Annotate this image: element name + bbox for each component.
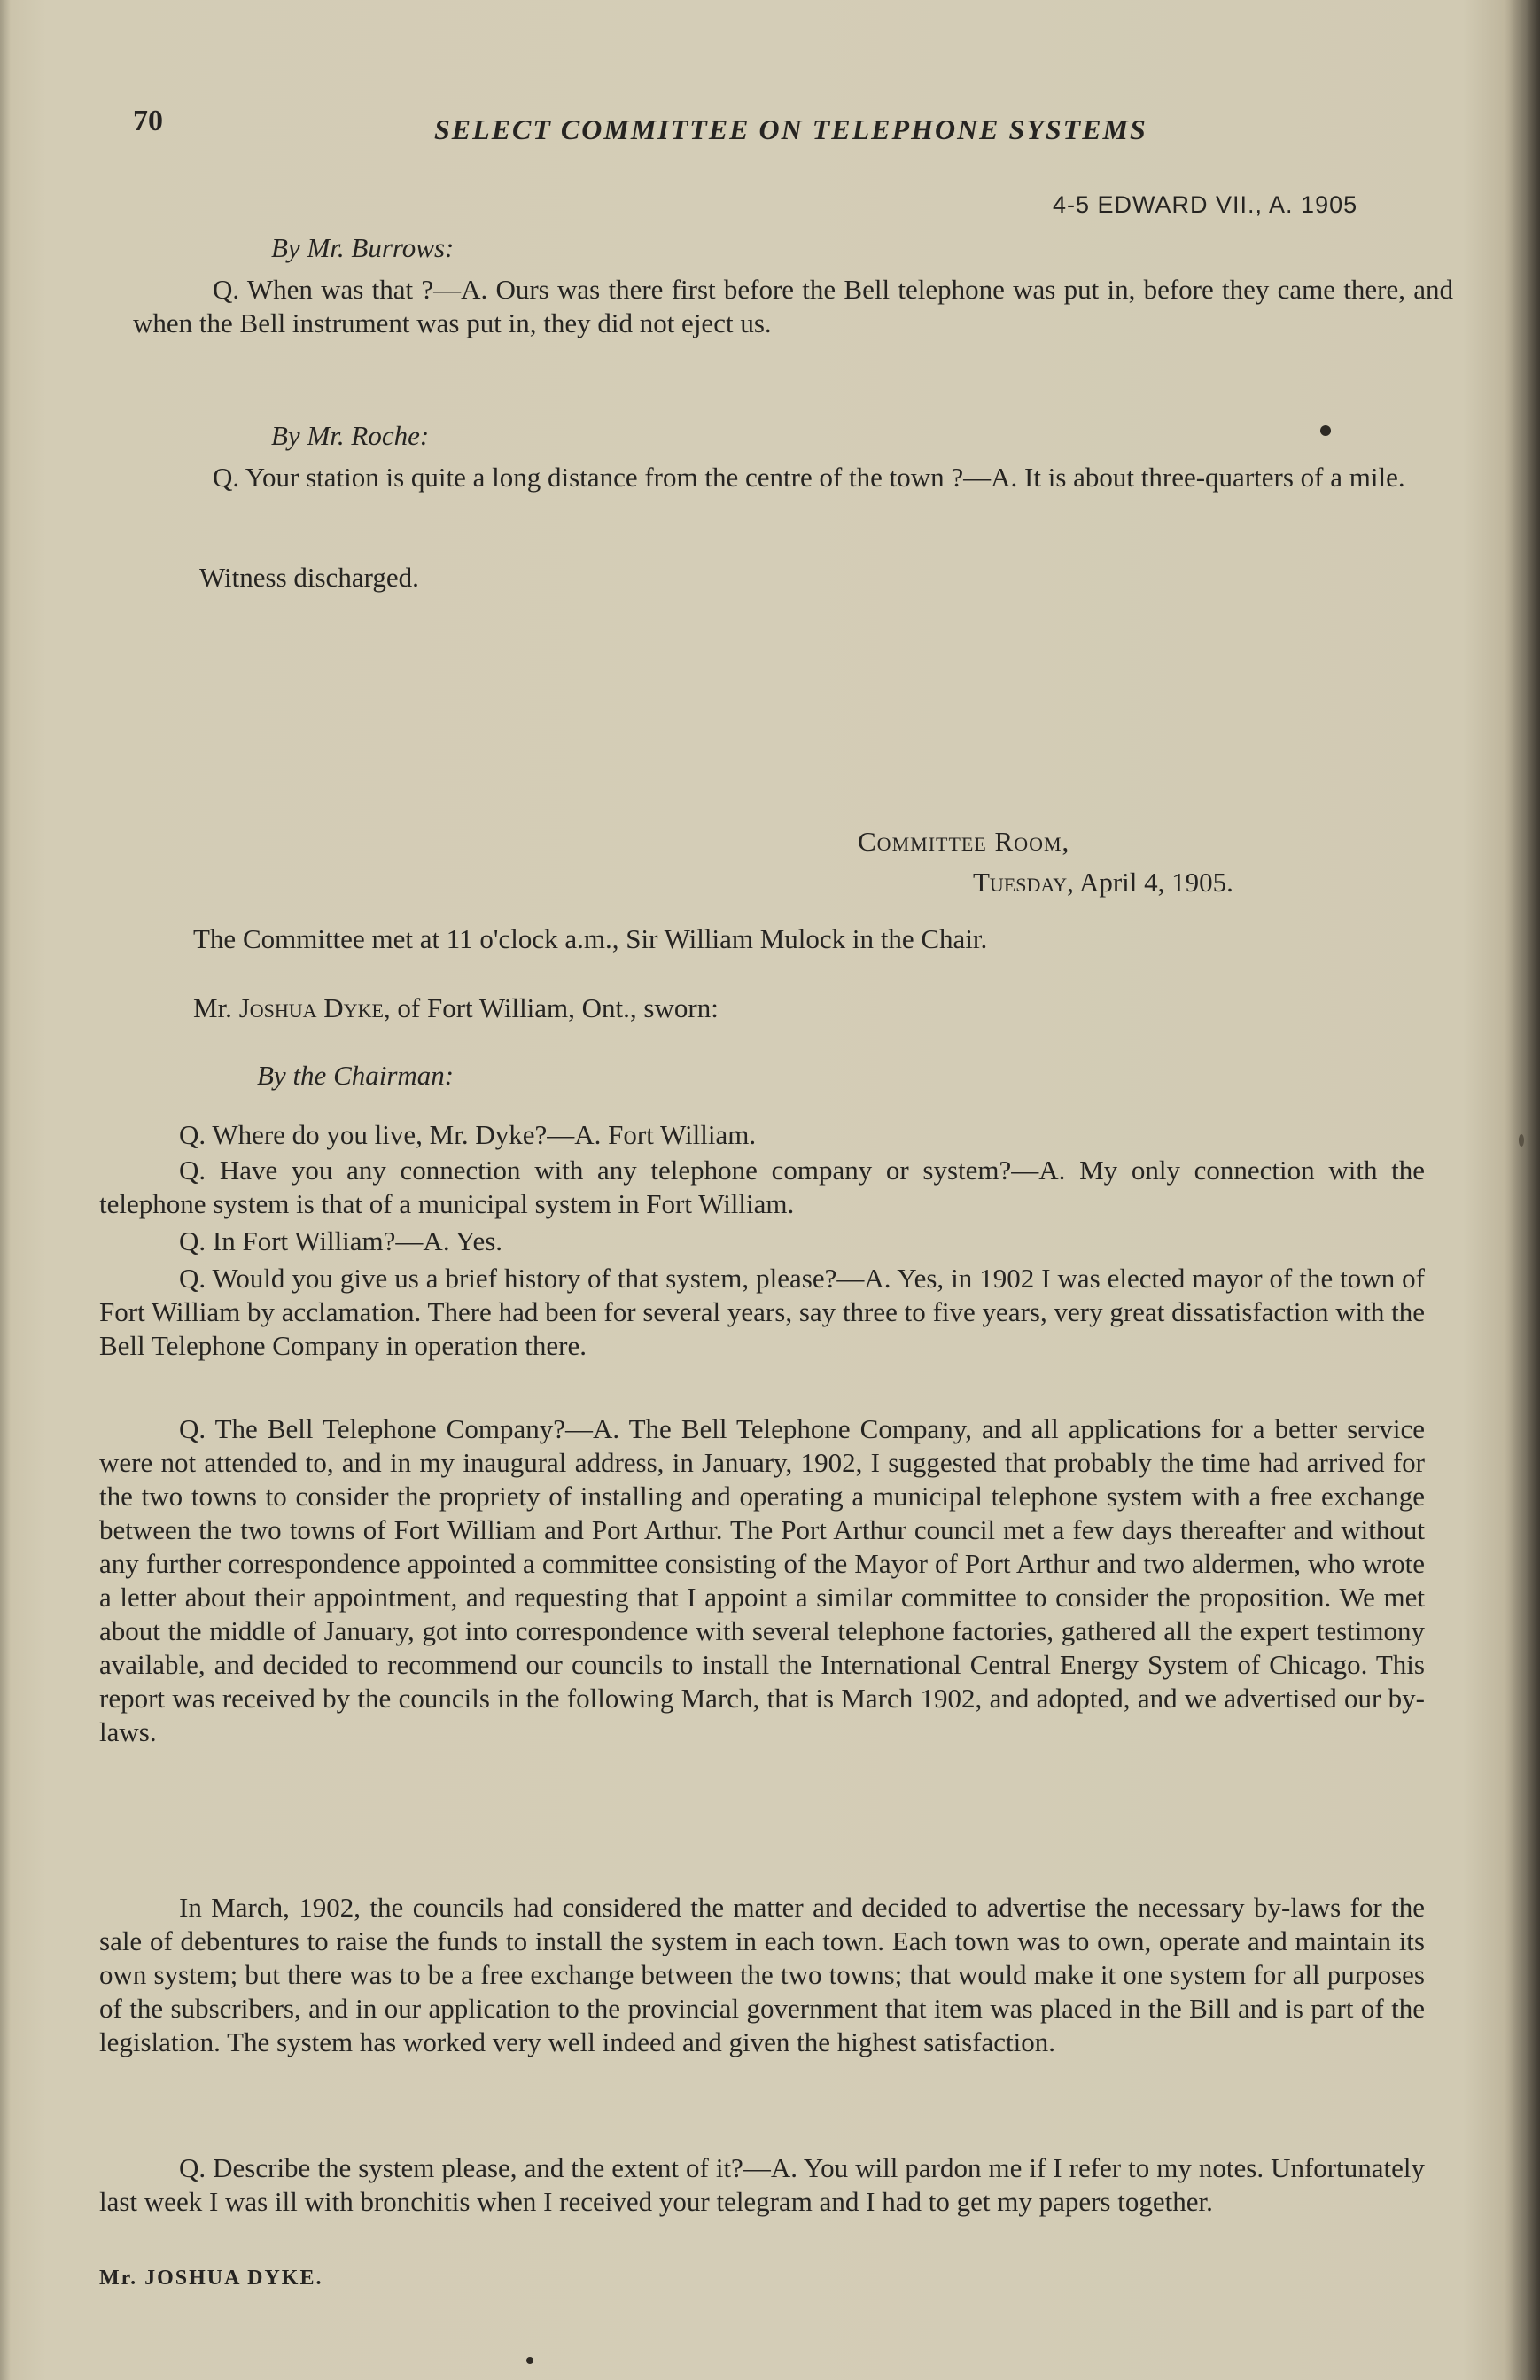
ink-speck	[526, 2357, 533, 2364]
examiner-heading-burrows: By Mr. Burrows:	[271, 232, 455, 263]
qa-paragraph: Q. Where do you live, Mr. Dyke?—A. Fort William.	[179, 1119, 757, 1150]
regnal-year: 4-5 EDWARD VII., A. 1905	[1053, 191, 1358, 218]
qa-paragraph: Q. Your station is quite a long distance from the centre of the town ?—A. It is about three-quarters of a mile.	[213, 462, 1405, 493]
qa-paragraph: Q. When was that ?—A. Ours was there first before the Bell telephone was put in, before they came there, and when the Bell instrument was put in, they did not eject us.	[133, 274, 1453, 338]
body-paragraph: In March, 1902, the councils had considered the matter and decided to advertise the necessary by-laws for the sale of debentures to raise the funds to install the system in each town. Each town was to own, operate and maintain its own system; but there was to be a free exchange between the two towns; that would make it one system for all purposes of the subscribers, and in our application to the provincial government that item was placed in the Bill and is part of the legislation. The system has worked very well indeed and given the highest satisfaction.	[99, 1892, 1425, 2057]
ink-speck	[1320, 425, 1331, 436]
qa-paragraph: Q. The Bell Telephone Company?—A. The Bell Telephone Company, and all applications for a better service were not attended to, and in my inaugural address, in January, 1902, I suggested that probably the time had arrived for the two towns to consider the propriety of installing and operating a municipal telephone system with a free exchange between the two towns of Fort William and Port Arthur. The Port Arthur council met a few days thereafter and without any further correspondence appointed a committee consisting of the Mayor of Port Arthur and two aldermen, who wrote a letter about their appointment, and requesting that I appoint a similar committee to consider the proposition. We met about the middle of January, got into correspondence with several telephone factories, gathered all the expert testimony available, and decided to recommend our councils to install the International Central Energy System of Chicago. This report was received by the councils in the following March, that is March 1902, and adopted, and we advertised our by-laws.	[99, 1413, 1425, 1747]
qa-paragraph: Q. Have you any connection with any telephone company or system?—A. My only connection with the telephone system is that of a municipal system in Fort William.	[99, 1155, 1425, 1219]
witness-prefix: Mr.	[193, 992, 232, 1023]
meeting-date-text: April 4, 1905.	[1078, 867, 1233, 898]
meeting-day: Tuesday,	[973, 867, 1074, 898]
meeting-date	[973, 867, 1233, 898]
qa-paragraph: Q. In Fort William?—A. Yes.	[179, 1225, 503, 1256]
qa-paragraph: Q. Would you give us a brief history of that system, please?—A. Yes, in 1902 I was elected mayor of the town of Fort William by acclamation. There had been for several years, say three to five years, very great dissatisfaction with the Bell Telephone Company in operation there.	[99, 1263, 1425, 1361]
qa-paragraph: Q. Describe the system please, and the extent of it?—A. You will pardon me if I refer to my notes. Unfortunately last week I was ill with bronchitis when I received your telegram and I had to get my papers together.	[99, 2152, 1425, 2217]
witness-discharged: Witness discharged.	[199, 562, 419, 593]
witness-name: Joshua Dyke,	[238, 992, 391, 1023]
examiner-heading-chairman: By the Chairman:	[257, 1060, 455, 1091]
meeting-opening: The Committee met at 11 o'clock a.m., Sir William Mulock in the Chair.	[193, 923, 988, 954]
ink-speck	[1519, 1134, 1524, 1147]
page-left-edge	[0, 0, 11, 2380]
binding-shadow	[1505, 0, 1540, 2380]
examiner-heading-roche: By Mr. Roche:	[271, 420, 430, 451]
page-number: 70	[133, 105, 163, 137]
meeting-place: Committee Room,	[858, 826, 1070, 857]
witness-sworn	[193, 992, 719, 1024]
running-head: SELECT COMMITTEE ON TELEPHONE SYSTEMS	[434, 113, 1147, 145]
witness-suffix: of Fort William, Ont., sworn:	[397, 992, 719, 1023]
witness-footer: Mr. JOSHUA DYKE.	[99, 2267, 323, 2290]
